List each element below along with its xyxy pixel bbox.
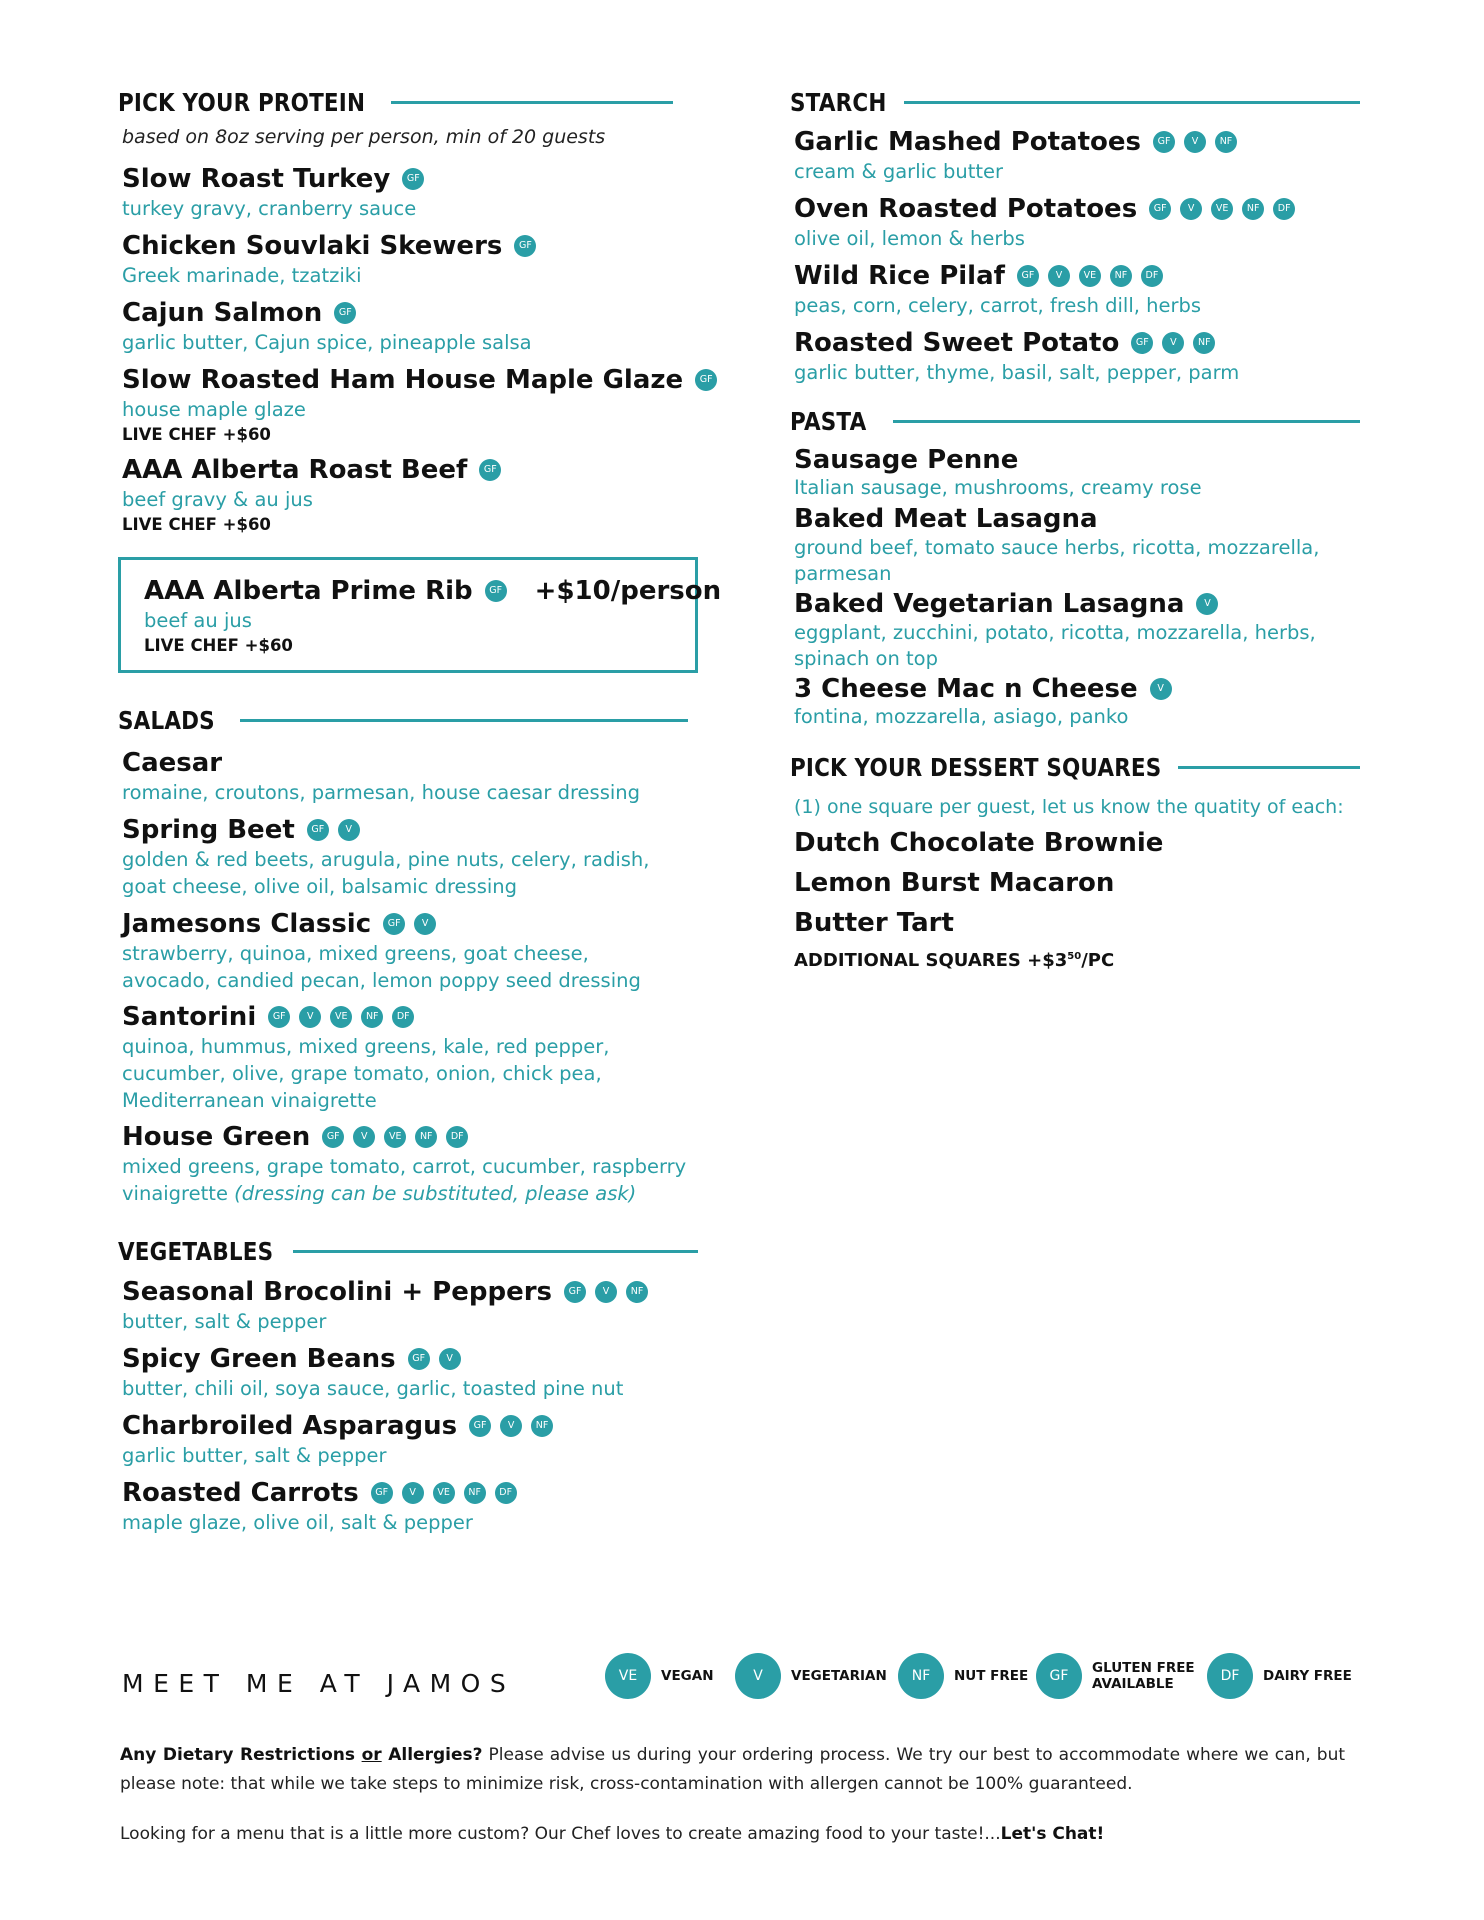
item-name: 3 Cheese Mac n Cheese [794,674,1138,704]
item-desc: beef au jus [144,609,252,632]
protein-item-roast-beef [122,454,501,536]
item-name: AAA Alberta Prime Rib [144,576,473,606]
allergy-text: Please advise us during your ordering process. We try our best to accommodate where we can, but please note: that while we take steps to minimize risk, cross-contamination with allergen cannot be 100% guaranteed. [120,1745,1346,1794]
vegan-icon: VE [433,1482,455,1504]
pasta-item-meat-lasagna [794,503,1334,587]
legend-label-line-2: AVAILABLE [1092,1676,1174,1692]
item-desc: cream & garlic butter [794,160,1003,183]
gluten-free-icon: GF [322,1126,344,1148]
gluten-free-icon: GF [334,302,356,324]
legend-label: NUT FREE [954,1668,1029,1684]
protein-note: based on 8oz serving per person, min of 20 guests [122,126,606,148]
dessert-heading-rule [1178,766,1360,769]
prime-rib-item [144,575,721,657]
item-name: Slow Roast Turkey [122,164,391,194]
custom-text: Looking for a menu that is a little more custom? Our Chef loves to create amazing food to your taste!... [120,1824,1001,1844]
dairy-free-icon: DF [392,1006,414,1028]
item-desc-text: mixed greens, grape tomato, carrot, cucumber, raspberry vinaigrette [122,1155,687,1205]
nut-free-icon: NF [531,1415,553,1437]
vegan-icon: VE [1079,265,1101,287]
item-name: Jamesons Classic [122,909,372,939]
item-name: Wild Rice Pilaf [794,261,1005,291]
vegetarian-icon: V [414,913,436,935]
dairy-free-icon: DF [1141,265,1163,287]
item-desc [122,1153,692,1207]
pasta-heading-text: PASTA [790,407,867,436]
dessert-note: (1) one square per guest, let us know the quatity of each: [794,796,1344,818]
veg-item-carrots [122,1477,517,1536]
veg-item-brocolini [122,1276,648,1335]
item-desc: golden & red beets, arugula, pine nuts, celery, radish, goat cheese, olive oil, balsamic dressing [122,848,650,898]
item-desc: garlic butter, thyme, basil, salt, pepper, parm [794,361,1240,384]
nut-free-icon: NF [361,1006,383,1028]
gluten-free-icon: GF [307,819,329,841]
gluten-free-icon: GF [485,580,507,602]
vegetarian-icon: V [1180,198,1202,220]
starch-heading [790,88,1360,117]
vegetarian-icon: V [299,1006,321,1028]
vegetarian-icon: V [1196,593,1218,615]
vegetarian-icon: V [1048,265,1070,287]
lets-chat-link[interactable]: Let's Chat! [1000,1824,1105,1844]
gluten-free-icon: GF [1149,198,1171,220]
legend-label: VEGAN [661,1668,714,1684]
legend-nut-free [898,1653,1028,1699]
protein-heading [118,88,673,117]
starch-item-rice-pilaf [794,260,1201,319]
vegan-icon: VE [1211,198,1233,220]
vegan-icon: VE [605,1653,651,1699]
allergy-bold-1: Any Dietary Restrictions [120,1745,362,1765]
vegetarian-icon: V [735,1653,781,1699]
brand-wordmark: MEET ME AT JAMOS [122,1669,516,1698]
gluten-free-icon: GF [402,168,424,190]
item-desc: Greek marinade, tzatziki [122,264,362,287]
gluten-free-icon: GF [469,1415,491,1437]
nut-free-icon: NF [464,1482,486,1504]
pasta-item-penne [794,444,1202,500]
nut-free-icon: NF [415,1126,437,1148]
legend-label-line-1: GLUTEN FREE [1092,1660,1195,1676]
item-name: Roasted Carrots [122,1478,359,1508]
vegetarian-icon: V [439,1348,461,1370]
starch-heading-rule [904,101,1360,104]
item-name: Spicy Green Beans [122,1344,396,1374]
gluten-free-icon: GF [1036,1653,1082,1699]
veg-item-asparagus [122,1410,553,1469]
allergy-notice [120,1741,1345,1799]
pasta-item-veg-lasagna [794,588,1334,672]
item-desc: garlic butter, salt & pepper [122,1444,387,1467]
item-desc: garlic butter, Cajun spice, pineapple salsa [122,331,532,354]
pasta-item-mac-cheese [794,673,1172,729]
item-name: Oven Roasted Potatoes [794,194,1138,224]
salad-item-caesar [122,747,640,806]
salads-heading-rule [240,719,688,722]
item-name: Charbroiled Asparagus [122,1411,458,1441]
dessert-item: Butter Tart [794,908,954,938]
vegetarian-icon: V [500,1415,522,1437]
item-name: Seasonal Brocolini + Peppers [122,1277,553,1307]
item-name: Caesar [122,748,223,778]
vegetarian-icon: V [338,819,360,841]
item-desc: Italian sausage, mushrooms, creamy rose [794,476,1202,499]
gluten-free-icon: GF [383,913,405,935]
dessert-heading-text: PICK YOUR DESSERT SQUARES [790,753,1162,782]
dairy-free-icon: DF [495,1482,517,1504]
item-name: AAA Alberta Roast Beef [122,455,468,485]
additional-squares-label: ADDITIONAL SQUARES +$3 [794,950,1068,971]
item-name: Slow Roasted Ham House Maple Glaze [122,365,684,395]
item-name: Chicken Souvlaki Skewers [122,231,503,261]
item-name: Garlic Mashed Potatoes [794,127,1141,157]
nut-free-icon: NF [1193,332,1215,354]
protein-heading-text: PICK YOUR PROTEIN [118,88,366,117]
dairy-free-icon: DF [1273,198,1295,220]
live-chef-price: LIVE CHEF +$60 [122,425,271,444]
vegetables-heading-rule [293,1250,698,1253]
gluten-free-icon: GF [371,1482,393,1504]
item-desc-note: (dressing can be substituted, please ask) [227,1182,637,1205]
pasta-heading [790,407,1360,436]
gluten-free-icon: GF [514,235,536,257]
nut-free-icon: NF [1242,198,1264,220]
legend-gluten-free [1036,1653,1195,1699]
item-desc: romaine, croutons, parmesan, house caesar dressing [122,781,641,804]
legend-vegetarian [735,1653,887,1699]
salads-heading-text: SALADS [118,706,215,735]
vegetarian-icon: V [1184,131,1206,153]
nut-free-icon: NF [1110,265,1132,287]
custom-menu-note [120,1820,1345,1849]
vegan-icon: VE [330,1006,352,1028]
starch-heading-text: STARCH [790,88,887,117]
vegetables-heading-text: VEGETABLES [118,1237,274,1266]
starch-item-sweet-potato [794,327,1239,386]
prime-rib-box [118,557,722,673]
protein-item-salmon [122,297,532,356]
vegetables-heading [118,1237,698,1266]
vegetarian-icon: V [353,1126,375,1148]
gluten-free-icon: GF [564,1281,586,1303]
item-desc: house maple glaze [122,398,306,421]
vegetarian-icon: V [1150,678,1172,700]
gluten-free-icon: GF [1131,332,1153,354]
salad-item-jamesons [122,908,682,994]
item-desc: ground beef, tomato sauce herbs, ricotta, mozzarella, parmesan [794,536,1320,585]
legend-label: VEGETARIAN [791,1668,887,1684]
protein-heading-rule [391,101,673,104]
legend-label: DAIRY FREE [1263,1668,1352,1684]
item-desc: maple glaze, olive oil, salt & pepper [122,1511,473,1534]
item-name: Spring Beet [122,815,295,845]
gluten-free-icon: GF [408,1348,430,1370]
allergy-or: or [361,1745,382,1765]
item-desc: beef gravy & au jus [122,488,313,511]
item-desc: quinoa, hummus, mixed greens, kale, red pepper, cucumber, olive, grape tomato, onion, chick pea, Mediterranean vinaigrette [122,1035,610,1112]
gluten-free-icon: GF [479,459,501,481]
protein-item-turkey [122,163,424,222]
item-desc: strawberry, quinoa, mixed greens, goat cheese, avocado, candied pecan, lemon poppy seed dressing [122,942,641,992]
salad-item-spring-beet [122,814,692,900]
item-name: Cajun Salmon [122,298,323,328]
item-name: House Green [122,1122,311,1152]
additional-squares-cents: 50 [1067,951,1082,962]
additional-squares [794,950,1114,971]
nut-free-icon: NF [898,1653,944,1699]
vegan-icon: VE [384,1126,406,1148]
item-desc: fontina, mozzarella, asiago, panko [794,705,1129,728]
item-desc: turkey gravy, cranberry sauce [122,197,417,220]
protein-item-souvlaki [122,230,536,289]
nut-free-icon: NF [1215,131,1237,153]
legend-dairy-free [1207,1653,1352,1699]
protein-item-ham [122,364,717,446]
live-chef-price: LIVE CHEF +$60 [122,515,271,534]
gluten-free-icon: GF [695,369,717,391]
item-name: Baked Vegetarian Lasagna [794,589,1185,619]
pasta-heading-rule [893,420,1360,423]
legend-vegan [605,1653,714,1699]
dessert-item: Lemon Burst Macaron [794,868,1115,898]
live-chef-price: LIVE CHEF +$60 [144,636,293,655]
salad-item-santorini [122,1001,642,1114]
gluten-free-icon: GF [1017,265,1039,287]
dessert-heading [790,753,1360,782]
prime-rib-price: +$10/person [534,576,722,606]
item-name: Sausage Penne [794,445,1019,475]
veg-item-green-beans [122,1343,623,1402]
item-name: Santorini [122,1002,257,1032]
item-name: Baked Meat Lasagna [794,504,1098,534]
gluten-free-icon: GF [268,1006,290,1028]
dessert-item: Dutch Chocolate Brownie [794,828,1164,858]
dairy-free-icon: DF [446,1126,468,1148]
starch-item-mashed [794,126,1237,185]
nut-free-icon: NF [626,1281,648,1303]
item-desc: eggplant, zucchini, potato, ricotta, mozzarella, herbs, spinach on top [794,621,1316,670]
additional-squares-unit: /PC [1081,950,1115,971]
salad-item-house-green [122,1121,692,1207]
dairy-free-icon: DF [1207,1653,1253,1699]
starch-item-oven-roasted [794,193,1295,252]
legend-label [1092,1660,1195,1692]
item-desc: butter, chili oil, soya sauce, garlic, toasted pine nut [122,1377,624,1400]
allergy-bold-2: Allergies? [381,1745,483,1765]
salads-heading [118,706,688,735]
vegetarian-icon: V [402,1482,424,1504]
gluten-free-icon: GF [1153,131,1175,153]
item-name: Roasted Sweet Potato [794,328,1120,358]
item-desc: olive oil, lemon & herbs [794,227,1025,250]
item-desc: butter, salt & pepper [122,1310,327,1333]
vegetarian-icon: V [595,1281,617,1303]
vegetarian-icon: V [1162,332,1184,354]
item-desc: peas, corn, celery, carrot, fresh dill, herbs [794,294,1202,317]
